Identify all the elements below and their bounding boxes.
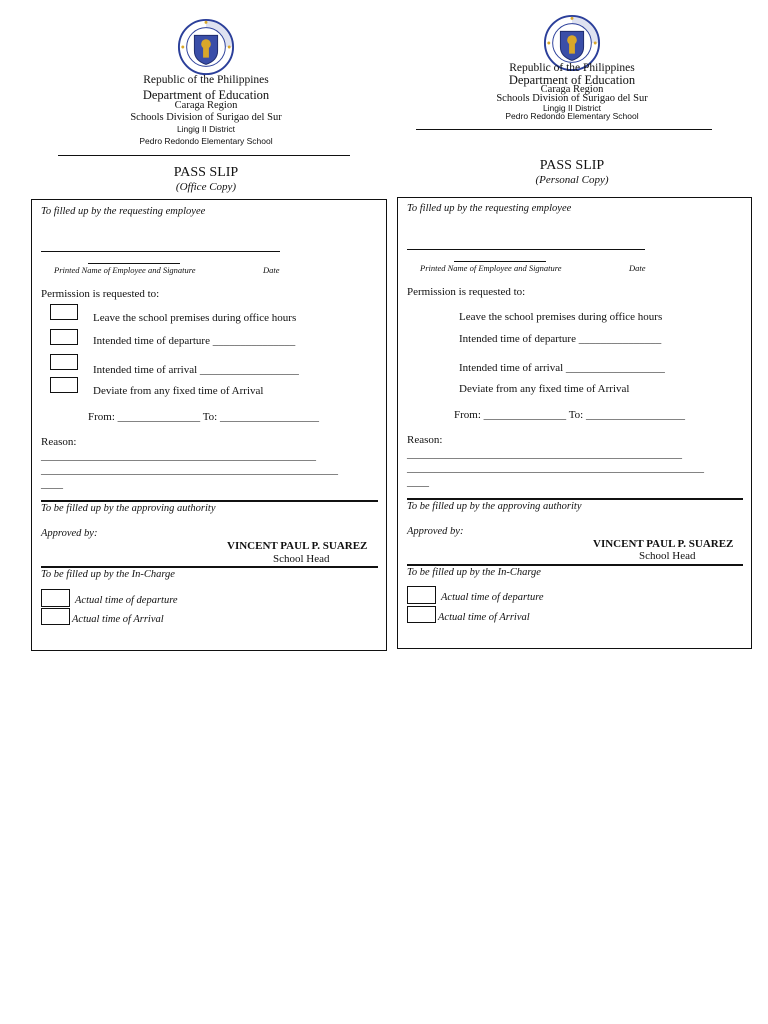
district-line: Lingig II District: [542, 103, 602, 113]
incharge-heading: To be filled up by the In-Charge: [407, 567, 541, 578]
section-rule: [407, 498, 743, 500]
option-departure: Intended time of departure _______________: [93, 335, 296, 347]
name-underline: [454, 261, 546, 262]
permission-label: Permission is requested to:: [41, 288, 160, 300]
signature-line: [407, 249, 645, 250]
leave-checkbox[interactable]: [50, 304, 78, 320]
region-line: Caraga Region: [540, 84, 604, 95]
actual-departure-box[interactable]: [407, 586, 436, 604]
reason-line: ______________________________________________________: [41, 464, 338, 476]
section-rule: [41, 566, 378, 568]
form-box: [31, 199, 387, 651]
signature-caption: Printed Name of Employee and Signature: [54, 265, 196, 275]
region-line: Caraga Region: [174, 100, 238, 111]
actual-arrival-box[interactable]: [41, 608, 70, 625]
option-deviate: Deviate from any fixed time of Arrival: [459, 383, 630, 395]
actual-departure-box[interactable]: [41, 589, 70, 607]
approver-title: School Head: [639, 550, 696, 562]
reason-label: Reason:: [41, 436, 77, 448]
from-to-line: From: _______________ To: __________________: [454, 409, 685, 421]
school-line: Pedro Redondo Elementary School: [139, 136, 273, 146]
deped-seal-icon: [177, 18, 235, 76]
reason-line: __________________________________________________: [407, 448, 682, 460]
requesting-heading: To filled up by the requesting employee: [41, 206, 206, 217]
date-caption: Date: [263, 265, 280, 275]
incharge-heading: To be filled up by the In-Charge: [41, 569, 175, 580]
division-line: Schools Division of Surigao del Sur: [130, 112, 282, 123]
approved-by-label: Approved by:: [41, 528, 98, 539]
option-leave: Leave the school premises during office hours: [459, 311, 663, 323]
name-underline: [88, 263, 180, 264]
approver-name: VINCENT PAUL P. SUAREZ: [593, 538, 734, 550]
copy-label: (Office Copy): [175, 181, 237, 193]
header-rule: [416, 129, 712, 130]
option-arrival: Intended time of arrival __________________: [459, 362, 665, 374]
actual-arrival-box[interactable]: [407, 606, 436, 623]
department-line: Department of Education: [142, 88, 270, 102]
header-rule: [58, 155, 350, 156]
pass-slip-personal-copy: [392, 0, 752, 660]
departure-checkbox[interactable]: [50, 329, 78, 345]
actual-departure-label: Actual time of departure: [441, 592, 544, 603]
option-departure: Intended time of departure _______________: [459, 333, 662, 345]
approving-heading: To be filled up by the approving authority: [41, 503, 216, 514]
reason-line: ____: [407, 476, 429, 488]
signature-line: [41, 251, 280, 252]
reason-line: ____: [41, 478, 63, 490]
form-title: PASS SLIP: [173, 165, 239, 180]
form-box: [397, 197, 752, 649]
arrival-checkbox[interactable]: [50, 354, 78, 370]
reason-line: ______________________________________________________: [407, 462, 704, 474]
deviate-checkbox[interactable]: [50, 377, 78, 393]
district-line: Lingig II District: [176, 124, 236, 134]
option-arrival: Intended time of arrival __________________: [93, 364, 299, 376]
republic-line: Republic of the Philippines: [143, 74, 269, 86]
form-title: PASS SLIP: [539, 158, 605, 173]
approved-by-label: Approved by:: [407, 526, 464, 537]
section-rule: [407, 564, 743, 566]
option-leave: Leave the school premises during office hours: [93, 312, 297, 324]
division-line: Schools Division of Surigao del Sur: [496, 93, 648, 104]
republic-line: Republic of the Philippines: [509, 62, 635, 74]
actual-arrival-label: Actual time of Arrival: [72, 614, 164, 625]
actual-arrival-label: Actual time of Arrival: [438, 612, 530, 623]
date-caption: Date: [629, 263, 646, 273]
permission-label: Permission is requested to:: [407, 286, 526, 298]
copy-label: (Personal Copy): [535, 174, 609, 186]
pass-slip-office-copy: [26, 0, 386, 660]
option-deviate: Deviate from any fixed time of Arrival: [93, 385, 264, 397]
signature-caption: Printed Name of Employee and Signature: [420, 263, 562, 273]
reason-line: __________________________________________________: [41, 450, 316, 462]
from-to-line: From: _______________ To: __________________: [88, 411, 319, 423]
school-line: Pedro Redondo Elementary School: [505, 111, 639, 121]
department-line: Department of Education: [508, 73, 636, 87]
section-rule: [41, 500, 378, 502]
actual-departure-label: Actual time of departure: [75, 595, 178, 606]
reason-label: Reason:: [407, 434, 443, 446]
requesting-heading: To filled up by the requesting employee: [407, 203, 572, 214]
approver-title: School Head: [273, 553, 330, 565]
approving-heading: To be filled up by the approving authority: [407, 501, 582, 512]
approver-name: VINCENT PAUL P. SUAREZ: [227, 540, 368, 552]
